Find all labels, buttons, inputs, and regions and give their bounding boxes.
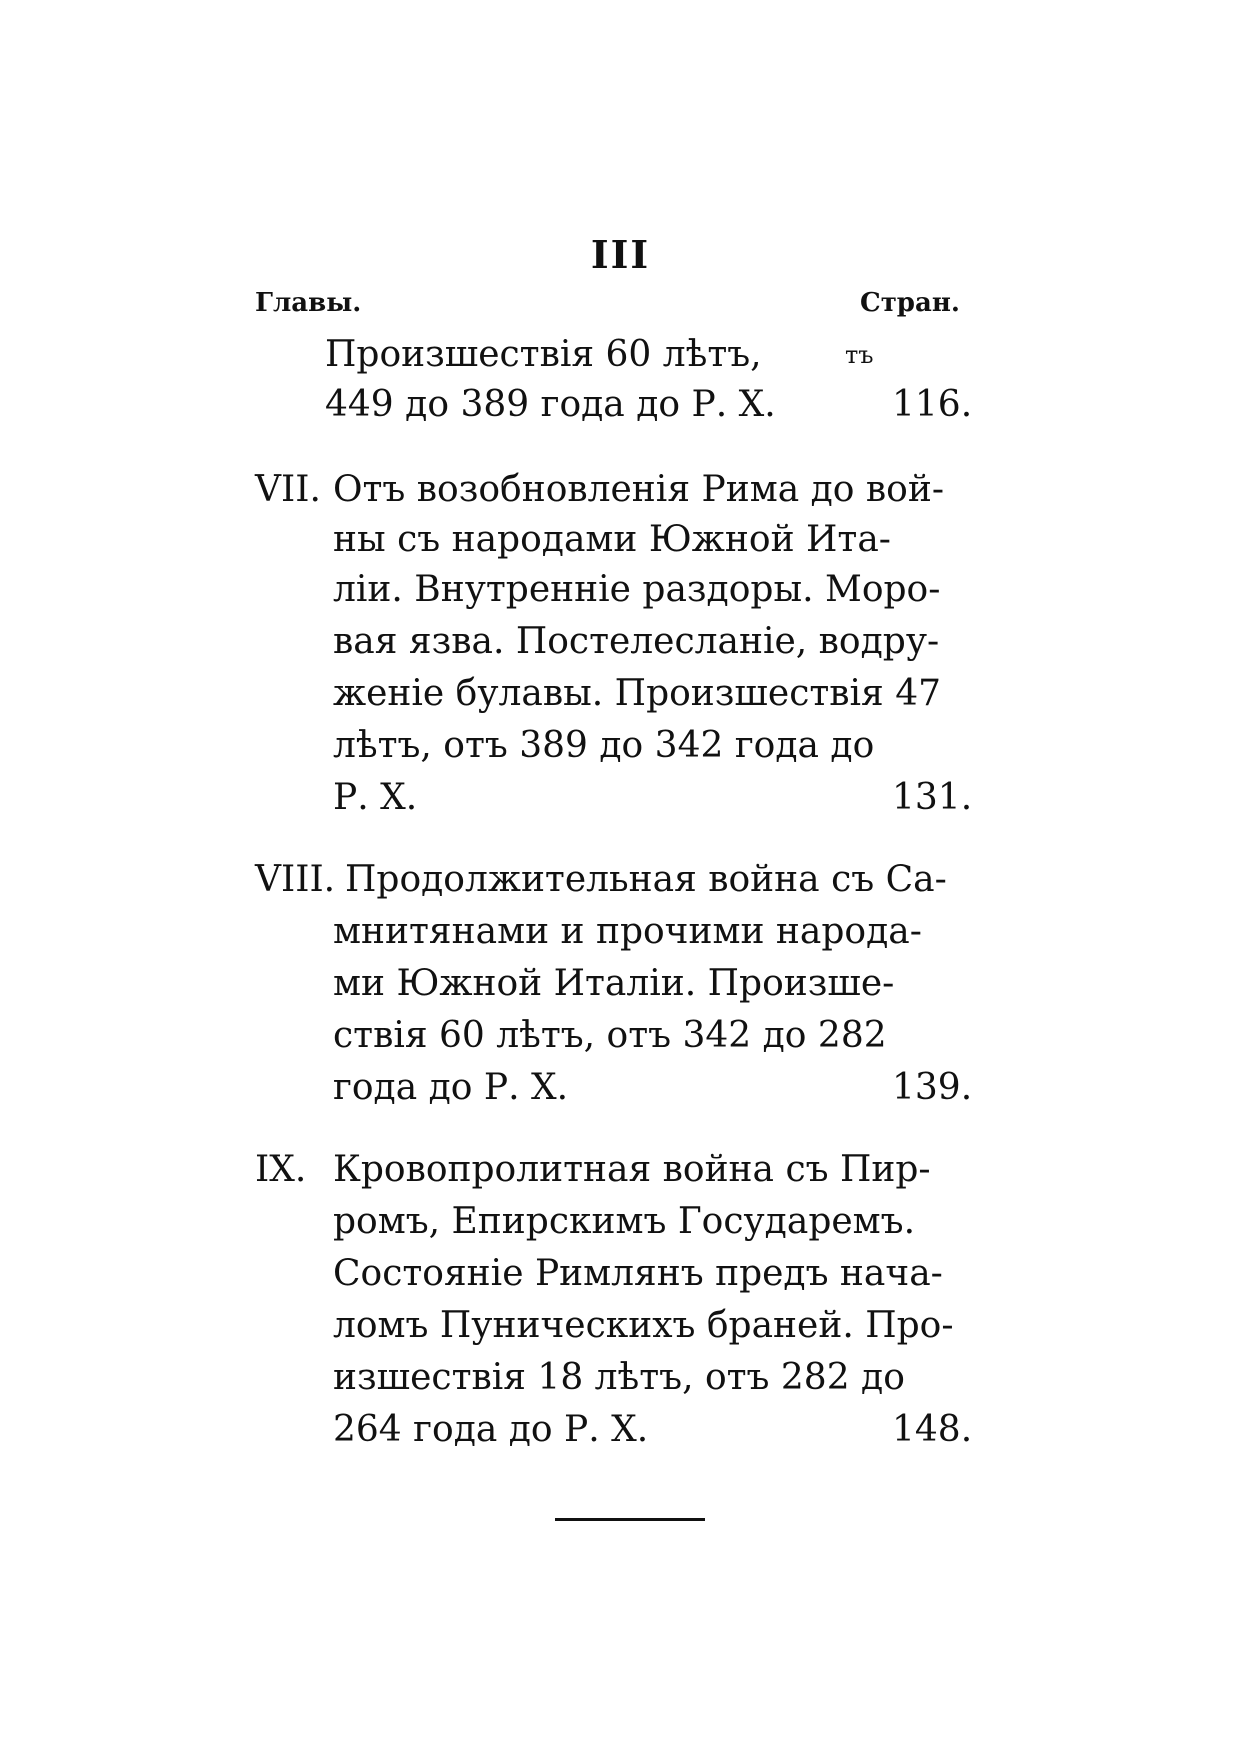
entry-line: Продолжительная война съ Са-: [345, 859, 947, 900]
entry-page: 148.: [892, 1409, 973, 1450]
entry-line: года до Р. Х.: [333, 1067, 569, 1108]
chapter-numeral: VIII.: [255, 859, 336, 900]
entry-line: ми Южной Италіи. Произше-: [333, 963, 895, 1004]
entry-line: Состояніе Римлянъ предъ нача-: [333, 1253, 943, 1294]
pages-header: Стран.: [860, 288, 960, 318]
entry-line: мнитянами и прочими народа-: [333, 911, 922, 952]
closing-rule: [555, 1518, 705, 1521]
entry-line: женіе булавы. Произшествія 47: [333, 673, 942, 714]
chapter-numeral: VII.: [255, 469, 321, 510]
chapters-header: Главы.: [255, 288, 362, 318]
entry-page: 116.: [892, 384, 973, 425]
entry-line: Отъ возобновленія Рима до вой-: [333, 469, 944, 510]
entry-page: 131.: [892, 777, 973, 818]
entry-line: 264 года до Р. Х.: [333, 1409, 649, 1450]
entry-line: Произшествія 60 лѣтъ,: [325, 334, 762, 375]
entry-line: ромъ, Епирскимъ Государемъ.: [333, 1201, 916, 1242]
entry-line: изшествія 18 лѣтъ, отъ 282 до: [333, 1357, 905, 1398]
entry-page: 139.: [892, 1067, 973, 1108]
entry-line: ломъ Пуническихъ браней. Про-: [333, 1305, 954, 1346]
entry-line: Кровопролитная война съ Пир-: [333, 1149, 931, 1190]
entry-carry: тъ: [845, 341, 874, 369]
entry-line: 449 до 389 года до Р. Х.: [325, 384, 776, 425]
entry-line: ліи. Внутренніе раздоры. Моро-: [333, 569, 941, 610]
entry-line: ны съ народами Южной Ита-: [333, 519, 891, 560]
chapter-numeral: IX.: [255, 1149, 307, 1190]
entry-line: Р. Х.: [333, 777, 418, 818]
entry-line: лѣтъ, отъ 389 до 342 года до: [333, 725, 875, 766]
page-number: III: [590, 232, 651, 277]
entry-line: ствія 60 лѣтъ, отъ 342 до 282: [333, 1015, 887, 1056]
entry-line: вая язва. Постелесланіе, водру-: [333, 621, 940, 662]
